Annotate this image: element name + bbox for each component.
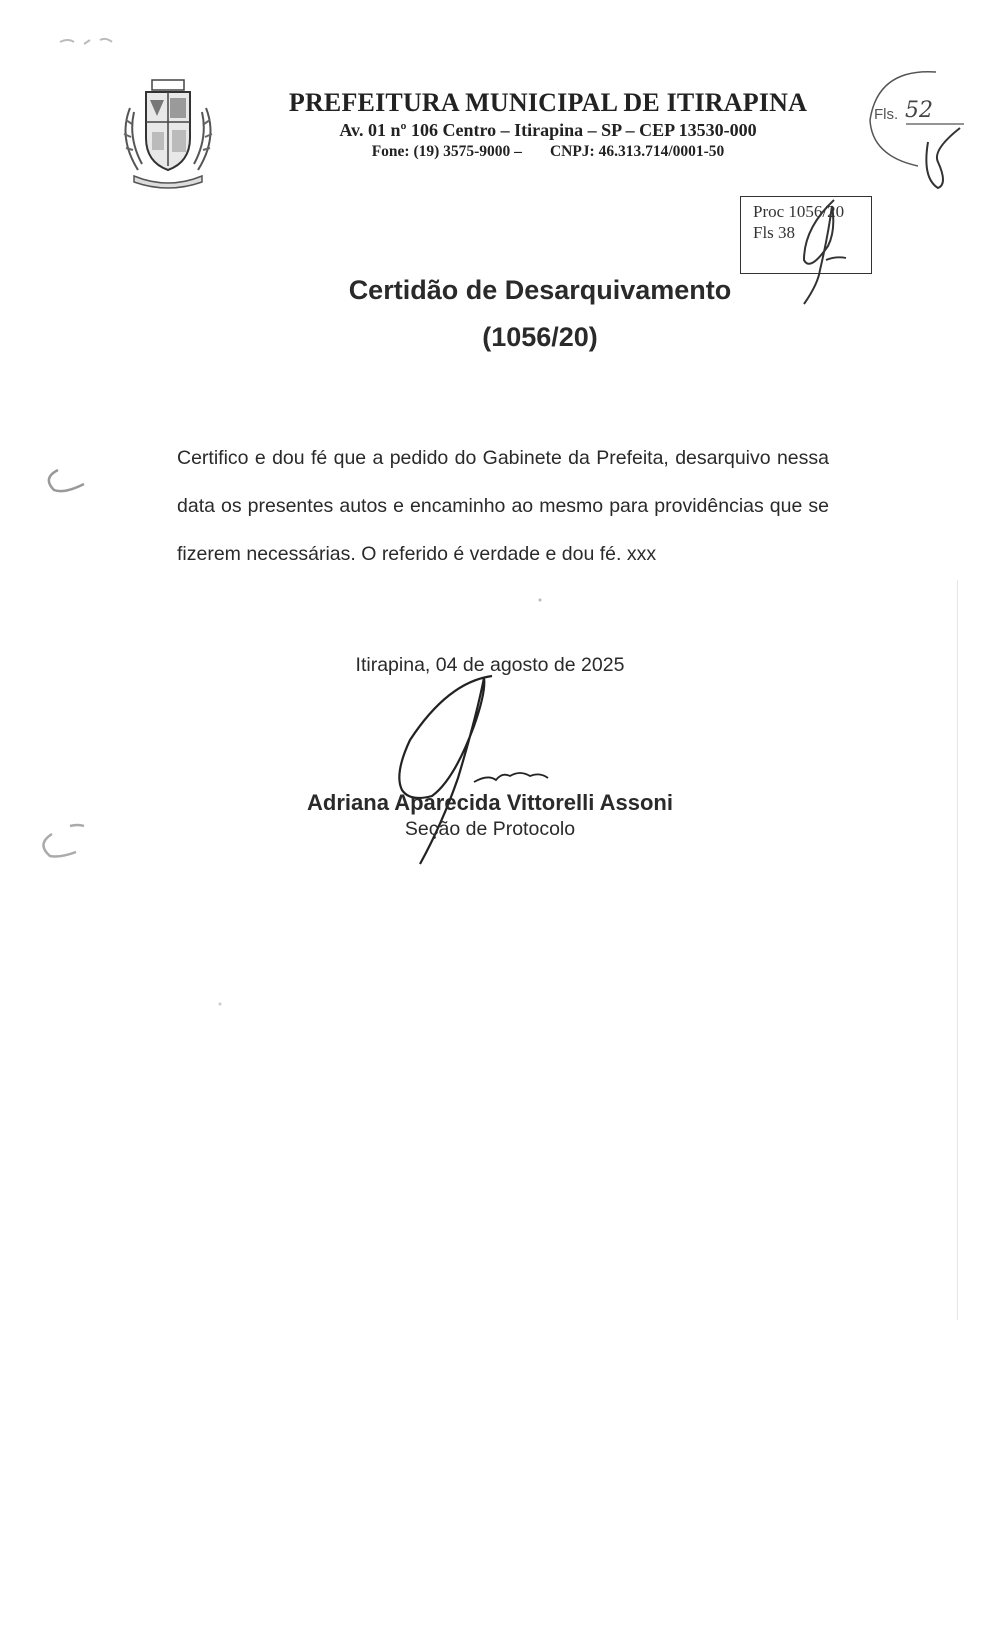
signatory-name: Adriana Aparecida Vittorelli Assoni (307, 790, 673, 815)
institution-contact (258, 143, 838, 161)
letterhead (258, 88, 838, 161)
process-sheet: Fls 38 (753, 223, 796, 242)
signatory-role: Seção de Protocolo (404, 818, 576, 840)
institution-address: Av. 01 nº 106 Centro – Itirapina – SP – CEP 13530-000 (339, 120, 757, 140)
process-number: Proc 1056/20 (753, 202, 845, 221)
document-title: Certidão de Desarquivamento (348, 275, 732, 305)
document-number: (1056/20) (482, 322, 598, 352)
process-box (740, 196, 872, 274)
phone-number: Fone: (19) 3575-9000 – (371, 143, 522, 160)
place-and-date: Itirapina, 04 de agosto de 2025 (355, 654, 625, 676)
certificate-body: Certifico e dou fé que a pedido do Gabinete da Prefeita, desarquivo nessa data os presentes autos e encaminho ao mesmo para providências que se fizerem necessárias. O referido é verdade e dou fé. xxx (177, 447, 829, 565)
page-stamp-number: 52 (905, 98, 933, 123)
institution-name: PREFEITURA MUNICIPAL DE ITIRAPINA (288, 88, 808, 117)
municipal-coat-of-arms-icon (112, 78, 224, 190)
page-number-stamp (866, 66, 976, 196)
page-stamp-label: Fls. (874, 106, 899, 123)
scan-edge-line (957, 580, 958, 1320)
cnpj-number: CNPJ: 46.313.714/0001-50 (549, 143, 725, 160)
